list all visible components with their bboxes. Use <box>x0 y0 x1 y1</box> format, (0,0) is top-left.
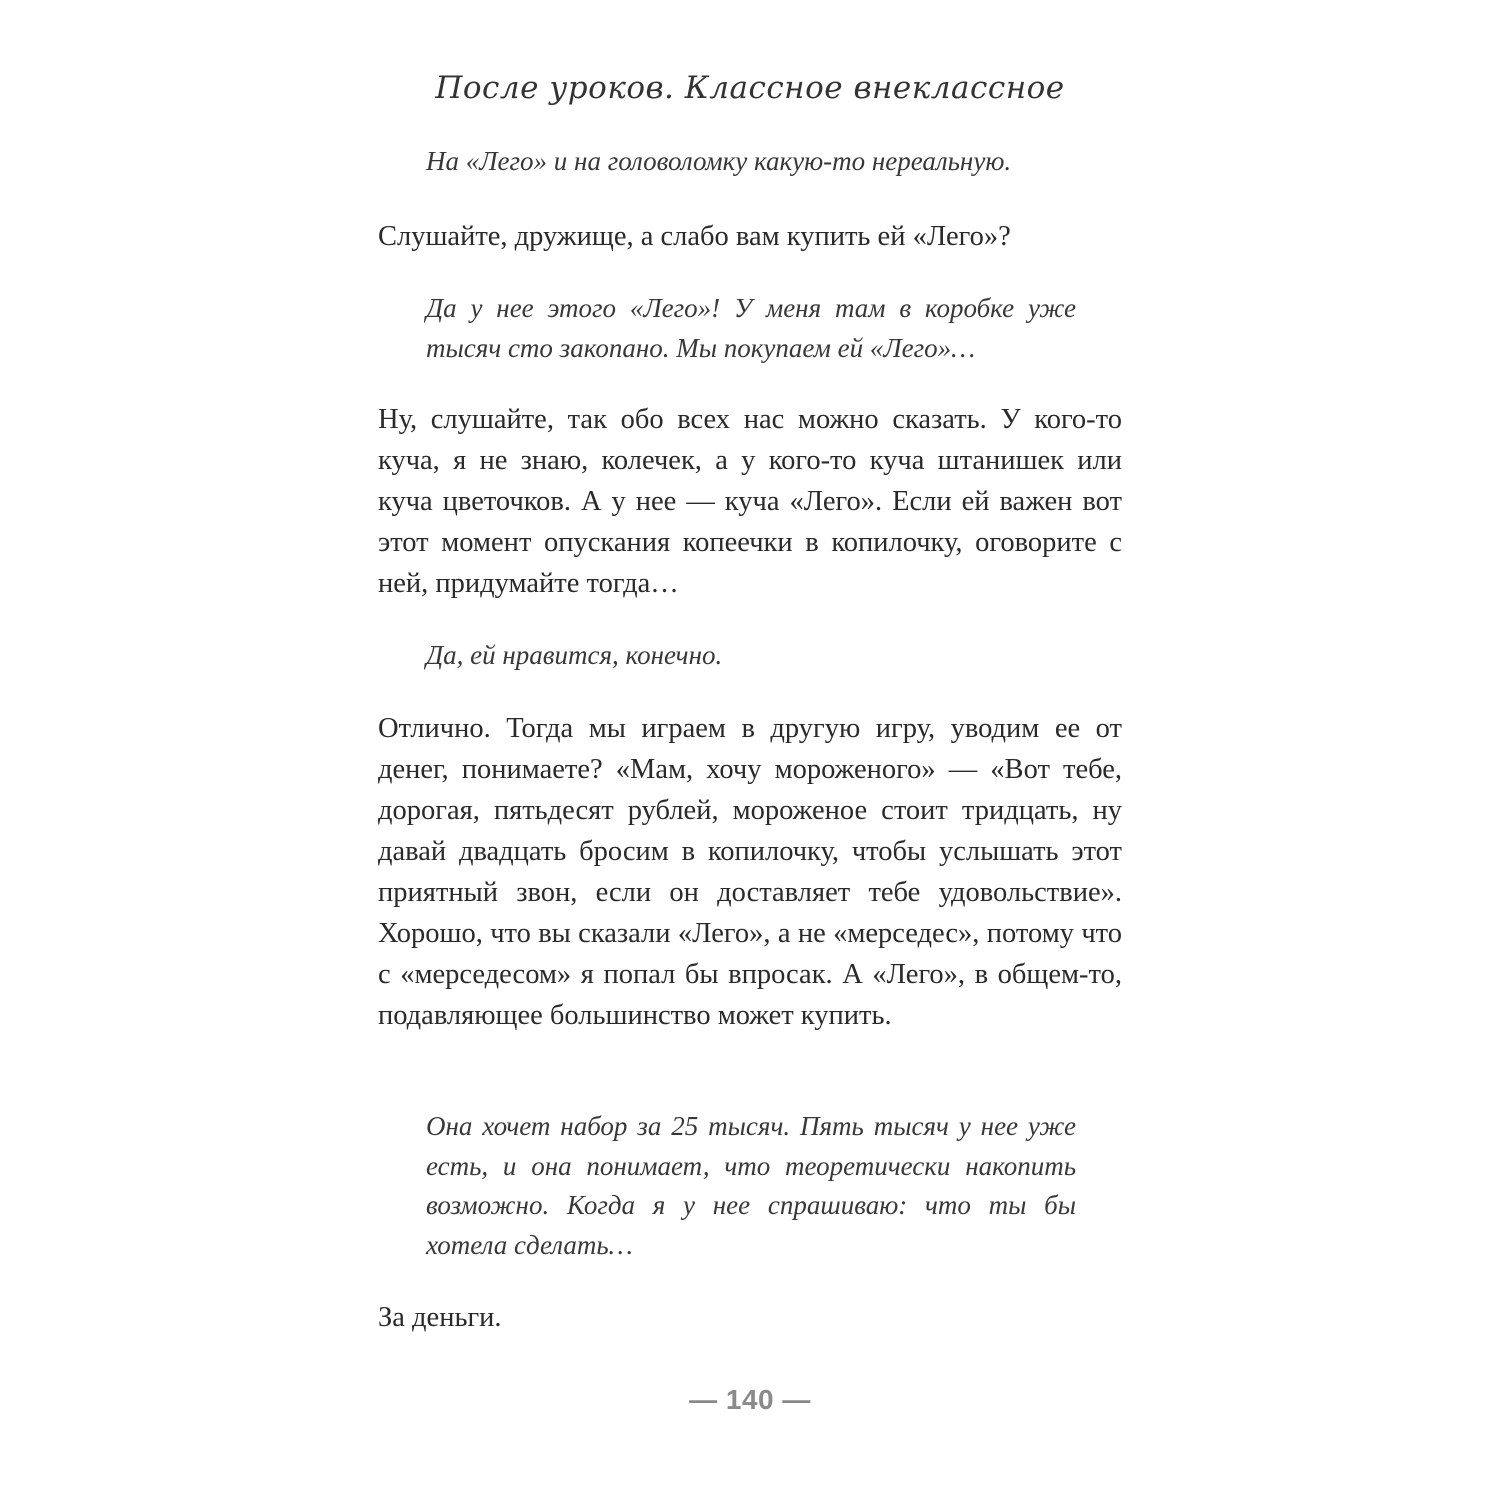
question-paragraph-4: Она хочет набор за 25 тысяч. Пять тысяч у нее уже есть, и она понимает, что теоретически накопить возможно. Когда я у нее спрашиваю: что ты бы хотела сделать… <box>426 1111 1076 1260</box>
answer-paragraph-4: За деньги. <box>378 1302 502 1333</box>
page-number: — 140 — <box>689 1384 811 1415</box>
running-head: После уроков. Классное внеклассное <box>435 70 1065 106</box>
answer-paragraph-1: Слушайте, дружище, а слабо вам купить ей «Лего»? <box>378 221 1011 252</box>
question-paragraph-1: На «Лего» и на головоломку какую-то нереальную. <box>426 146 1012 176</box>
question-paragraph-2: Да у нее этого «Лего»! У меня там в коробке уже тысяч сто закопано. Мы покупаем ей «Лего»… <box>426 293 1076 363</box>
answer-paragraph-2: Ну, слушайте, так обо всех нас можно сказать. У кого-то куча, я не знаю, колечек, а у кого-то куча штанишек или куча цветочков. А у нее — куча «Лего». Если ей важен вот этот момент опускания копеечки в копилочку, оговорите с ней, придумайте тогда… <box>378 404 1122 599</box>
question-paragraph-3: Да, ей нравится, конечно. <box>426 640 723 670</box>
answer-paragraph-3: Отлично. Тогда мы играем в другую игру, уводим ее от денег, понимаете? «Мам, хочу мороженого» — «Вот тебе, дорогая, пятьдесят рублей, мороженое стоит тридцать, ну давай двадцать бросим в копилочку, чтобы услышать этот приятный звон, если он доставляет тебе удовольствие». Хорошо, что вы сказали «Лего», а не «мерседес», потому что с «мерседесом» я попал бы впросак. А «Лего», в общем-то, подавляющее большинство может купить. <box>378 713 1122 1031</box>
